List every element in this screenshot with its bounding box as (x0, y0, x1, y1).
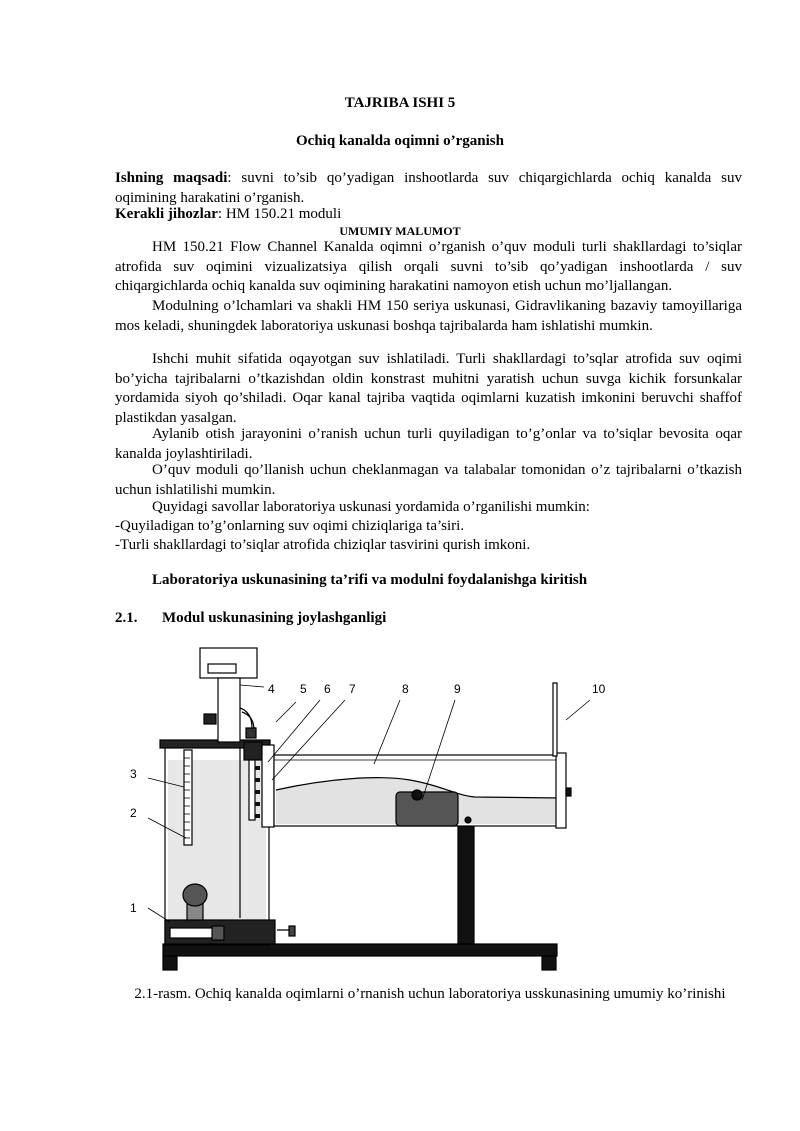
figure-label-10: 10 (592, 682, 606, 696)
list-item-2: -Turli shakllardagi to’siqlar atrofida chiziqlar tasvirini qurish imkoni. (115, 537, 531, 553)
paragraph-3: Ishchi muhit sifatida oqayotgan suv ishlatiladi. Turli shakllardagi to’sqlar atrofida suv oqimi bo’yicha tajribalarni o’tkazishdan oldin konstrast muhitni yaratish uchun suvga kichik forsunkalar yordamida siyoh qo’shiladi. Oqar kanal tajriba vaqtida oqimlarni kuzatish imkonini beruvchi shaffof plastikdan yasalgan. (115, 351, 742, 426)
section-heading: Laboratoriya uskunasining ta’rifi va modulni foydalanishga kiritish (152, 572, 588, 588)
figure-label-9: 9 (454, 682, 461, 696)
figure-label-6: 6 (324, 682, 331, 696)
subsection-number: 2.1. (115, 610, 138, 626)
general-info-heading: UMUMIY MALUMOT (339, 224, 461, 238)
figure-caption: 2.1-rasm. Ochiq kanalda oqimlarni o’rnanish uchun laboratoriya usskunasining umumiy ko’rinishi (134, 986, 726, 1002)
figure-label-5: 5 (300, 682, 307, 696)
list-item-1: -Quyiladigan to’g’onlarning suv oqimi chiziqlariga ta’siri. (115, 518, 465, 534)
goal-label: Ishning maqsadi (115, 170, 228, 186)
paragraph-1: HM 150.21 Flow Channel Kanalda oqimni o’rganish o’quv moduli turli shakllardagi to’siqlar atrofida suv oqimini vizualizatsiya qilish orqali suvni to’sib qo’yadigan inshootlarda / suv chiqargichlarda ochiq kanalda suv oqimining harakatini namoyon etish uchun mo’ljallangan. (115, 239, 742, 295)
subsection-title: Modul uskunasining joylashganligi (162, 610, 387, 626)
paragraph-5: O’quv moduli qo’llanish uchun cheklanmagan va talabalar tomonidan o’z tajribalarni o’tkazish uchun ishlatilishi mumkin. (115, 462, 742, 498)
figure-label-8: 8 (402, 682, 409, 696)
equipment-label: Kerakli jihozlar (115, 206, 218, 222)
figure-label-4: 4 (268, 682, 275, 696)
figure-label-2: 2 (130, 806, 137, 820)
equipment-text: : HM 150.21 moduli (217, 206, 342, 222)
goal-text: : suvni to’sib qo’yadigan inshootlarda suv chiqargichlarda ochiq kanalda suv oqimining harakatini o’rganish. (115, 170, 742, 206)
paragraph-4: Aylanib otish jarayonini o’ranish uchun turli quyiladigan to’g’onlar va to’siqlar bevosita oqar kanalda joylashtiriladi. (115, 426, 742, 462)
paragraph-6: Quyidagi savollar laboratoriya uskunasi yordamida o’rganilishi mumkin: (152, 499, 590, 515)
figure-label-1: 1 (130, 901, 137, 915)
figure-label-7: 7 (349, 682, 356, 696)
paragraph-2: Modulning o’lchamlari va shakli HM 150 seriya uskunasi, Gidravlikaning bazaviy tamoyillariga mos keladi, shuningdek laboratoriya uskunasi boshqa tajribalarda ham ishlatishi mumkin. (115, 298, 742, 334)
document-subtitle: Ochiq kanalda oqimni o’rganish (296, 133, 504, 149)
figure-label-3: 3 (130, 767, 137, 781)
document-title: TAJRIBA ISHI 5 (344, 95, 456, 111)
